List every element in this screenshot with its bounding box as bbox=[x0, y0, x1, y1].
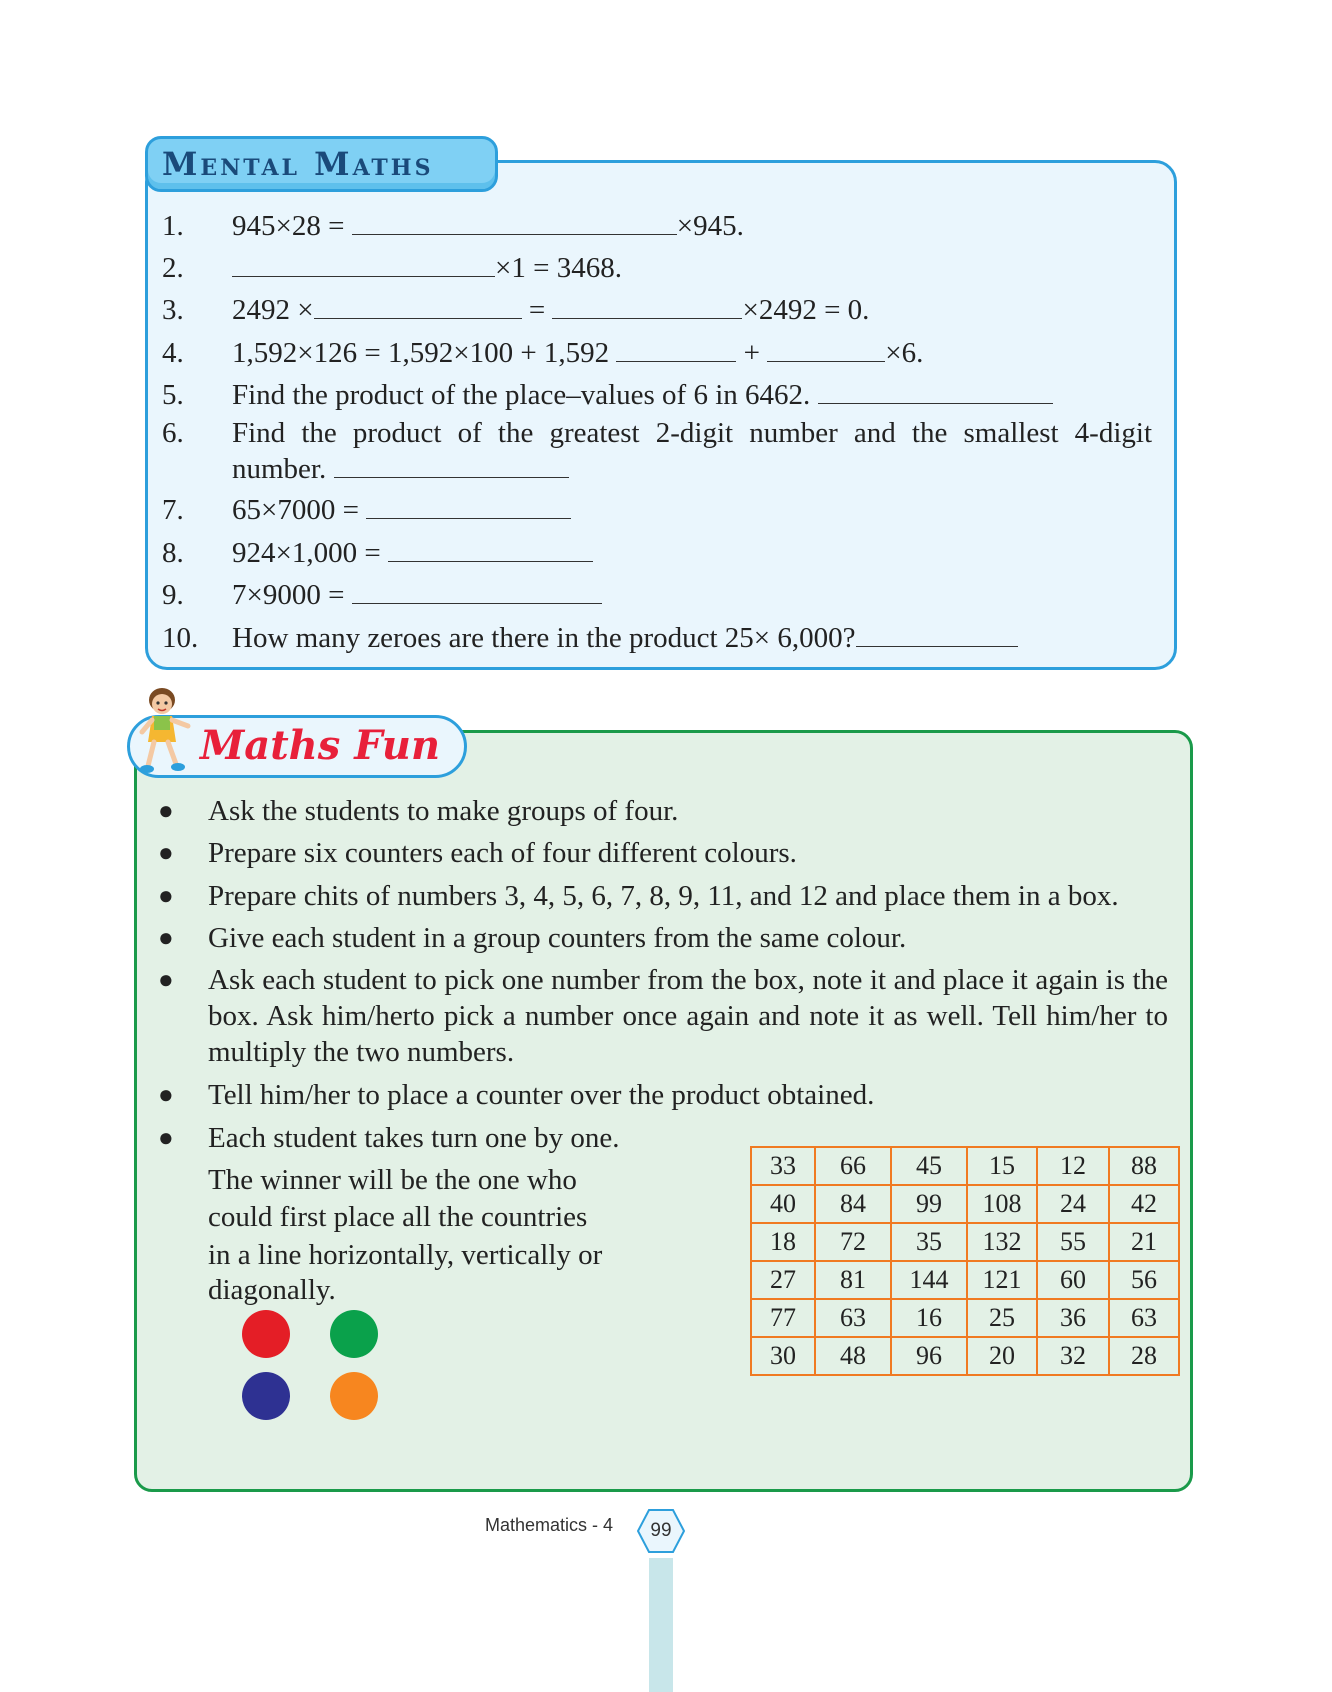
answer-blank[interactable] bbox=[232, 250, 495, 277]
question-text: number. bbox=[232, 453, 327, 485]
number-grid bbox=[750, 1146, 1180, 1376]
question-text: ×945. bbox=[676, 210, 744, 242]
grid-cell: 77 bbox=[751, 1299, 815, 1337]
grid-cell: 132 bbox=[967, 1223, 1037, 1261]
grid-cell: 88 bbox=[1109, 1147, 1179, 1185]
question-text: Find the product of the greatest 2-digit number and the smallest 4-digit bbox=[232, 417, 1152, 449]
answer-blank[interactable] bbox=[767, 335, 885, 362]
grid-cell: 36 bbox=[1037, 1299, 1109, 1337]
answer-blank[interactable] bbox=[552, 292, 742, 319]
counter-blue bbox=[242, 1372, 290, 1420]
bullet-icon: ● bbox=[158, 838, 174, 867]
grid-cell: 25 bbox=[967, 1299, 1037, 1337]
grid-cell: 42 bbox=[1109, 1185, 1179, 1223]
question-text: Find the product of the place–values of 6 in 6462. bbox=[232, 379, 811, 411]
question-number: 7. bbox=[162, 494, 184, 526]
winner-text-line: could first place all the countries bbox=[208, 1201, 588, 1233]
question-text: 945×28 = bbox=[232, 210, 345, 242]
grid-cell: 144 bbox=[891, 1261, 967, 1299]
winner-text-line: The winner will be the one who bbox=[208, 1164, 577, 1196]
grid-row bbox=[751, 1147, 1179, 1185]
question-number: 4. bbox=[162, 337, 184, 369]
grid-cell: 72 bbox=[815, 1223, 891, 1261]
grid-cell: 96 bbox=[891, 1337, 967, 1375]
question-text: = bbox=[528, 294, 546, 326]
question-6-line-2 bbox=[232, 451, 569, 487]
grid-cell: 81 bbox=[815, 1261, 891, 1299]
bullet-icon: ● bbox=[158, 923, 174, 952]
answer-blank[interactable] bbox=[366, 492, 571, 519]
counter-orange bbox=[330, 1372, 378, 1420]
question-text: ×1 = 3468. bbox=[495, 252, 622, 284]
winner-text-line: diagonally. bbox=[208, 1274, 336, 1306]
grid-cell: 99 bbox=[891, 1185, 967, 1223]
grid-cell: 32 bbox=[1037, 1337, 1109, 1375]
question-text: 7×9000 = bbox=[232, 579, 345, 611]
question-number: 1. bbox=[162, 210, 184, 242]
grid-cell: 33 bbox=[751, 1147, 815, 1185]
answer-blank[interactable] bbox=[334, 451, 569, 478]
grid-cell: 20 bbox=[967, 1337, 1037, 1375]
grid-cell: 15 bbox=[967, 1147, 1037, 1185]
grid-cell: 35 bbox=[891, 1223, 967, 1261]
grid-cell: 40 bbox=[751, 1185, 815, 1223]
grid-cell: 27 bbox=[751, 1261, 815, 1299]
question-number: 10. bbox=[162, 622, 199, 654]
grid-cell: 18 bbox=[751, 1223, 815, 1261]
grid-cell: 45 bbox=[891, 1147, 967, 1185]
question-number: 2. bbox=[162, 252, 184, 284]
bullet-icon: ● bbox=[158, 881, 174, 910]
grid-row bbox=[751, 1223, 1179, 1261]
grid-cell: 63 bbox=[1109, 1299, 1179, 1337]
grid-cell: 56 bbox=[1109, 1261, 1179, 1299]
question-text: 924×1,000 = bbox=[232, 537, 381, 569]
grid-cell: 12 bbox=[1037, 1147, 1109, 1185]
answer-blank[interactable] bbox=[856, 620, 1018, 647]
grid-cell: 55 bbox=[1037, 1223, 1109, 1261]
book-title: Mathematics - 4 bbox=[485, 1515, 614, 1535]
grid-cell: 48 bbox=[815, 1337, 891, 1375]
grid-cell: 66 bbox=[815, 1147, 891, 1185]
grid-cell: 16 bbox=[891, 1299, 967, 1337]
counter-red bbox=[242, 1310, 290, 1358]
question-number: 8. bbox=[162, 537, 184, 569]
bullet-icon: ● bbox=[158, 965, 174, 994]
maths-fun-title: Maths Fun bbox=[200, 722, 441, 769]
mental-maths-title: Mental Maths bbox=[162, 145, 434, 183]
grid-cell: 28 bbox=[1109, 1337, 1179, 1375]
answer-blank[interactable] bbox=[388, 535, 593, 562]
grid-cell: 121 bbox=[967, 1261, 1037, 1299]
counter-green bbox=[330, 1310, 378, 1358]
question-text: How many zeroes are there in the product 25× 6,000? bbox=[232, 622, 856, 654]
grid-cell: 108 bbox=[967, 1185, 1037, 1223]
page-edge-strip bbox=[649, 1558, 673, 1692]
grid-row bbox=[751, 1185, 1179, 1223]
grid-row bbox=[751, 1261, 1179, 1299]
winner-text-line: in a line horizontally, vertically or bbox=[208, 1239, 603, 1271]
grid-cell: 30 bbox=[751, 1337, 815, 1375]
answer-blank[interactable] bbox=[352, 208, 677, 235]
question-text: 65×7000 = bbox=[232, 494, 359, 526]
page-number: 99 bbox=[650, 1520, 672, 1541]
question-text: + bbox=[743, 337, 761, 369]
answer-blank[interactable] bbox=[314, 292, 522, 319]
grid-cell: 63 bbox=[815, 1299, 891, 1337]
question-number: 3. bbox=[162, 294, 184, 326]
bullet-icon: ● bbox=[158, 1123, 174, 1152]
grid-row bbox=[751, 1299, 1179, 1337]
grid-cell: 60 bbox=[1037, 1261, 1109, 1299]
question-text: 2492 × bbox=[232, 294, 314, 326]
answer-blank[interactable] bbox=[818, 377, 1053, 404]
grid-row bbox=[751, 1337, 1179, 1375]
bullet-icon: ● bbox=[158, 1080, 174, 1109]
question-number: 9. bbox=[162, 579, 184, 611]
question-text: ×6. bbox=[885, 337, 924, 369]
question-text: ×2492 = 0. bbox=[742, 294, 870, 326]
grid-cell: 84 bbox=[815, 1185, 891, 1223]
answer-blank[interactable] bbox=[352, 577, 602, 604]
question-number: 5. bbox=[162, 379, 184, 411]
grid-cell: 24 bbox=[1037, 1185, 1109, 1223]
bullet-icon: ● bbox=[158, 796, 174, 825]
answer-blank[interactable] bbox=[616, 335, 736, 362]
question-number: 6. bbox=[162, 417, 184, 449]
question-text: 1,592×126 = 1,592×100 + 1,592 bbox=[232, 337, 610, 369]
grid-cell: 21 bbox=[1109, 1223, 1179, 1261]
girl-illustration bbox=[138, 686, 202, 778]
